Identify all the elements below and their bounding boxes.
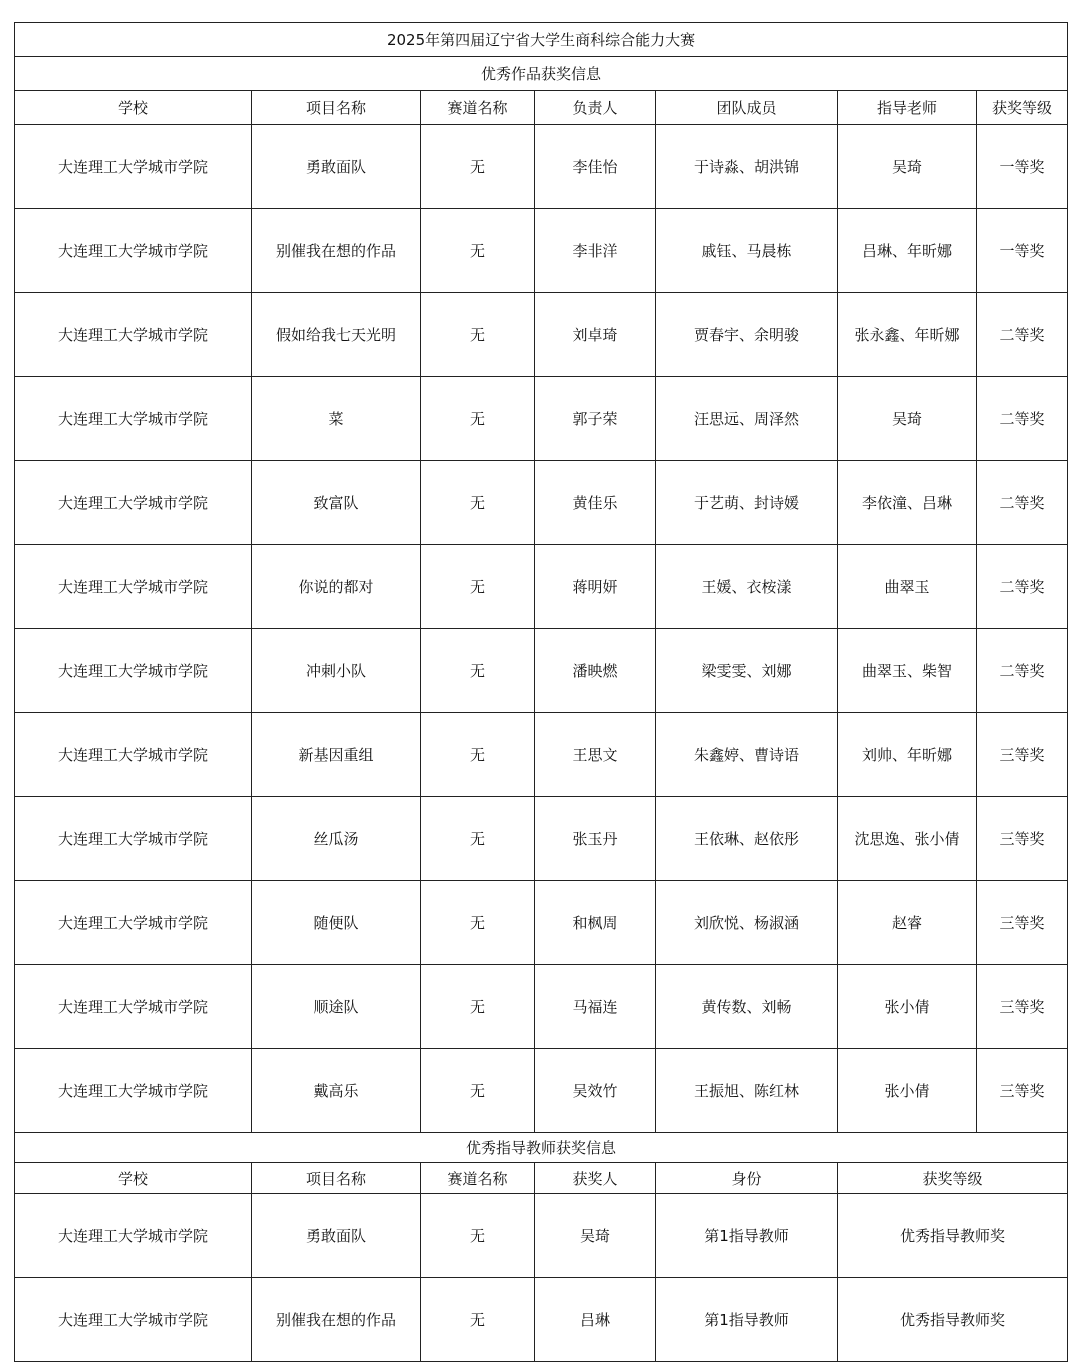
awards-table xyxy=(14,22,1068,1362)
cell-members: 于诗淼、胡洪锦 xyxy=(656,125,838,209)
cell-members: 汪思远、周泽然 xyxy=(656,377,838,461)
cell-leader: 潘映燃 xyxy=(535,629,656,713)
works-section-title: 优秀作品获奖信息 xyxy=(15,57,1068,91)
cell-school: 大连理工大学城市学院 xyxy=(15,1049,252,1133)
cell-project: 勇敢面队 xyxy=(252,125,421,209)
cell-award: 三等奖 xyxy=(977,881,1068,965)
cell-project: 戴高乐 xyxy=(252,1049,421,1133)
cell-leader: 郭子荣 xyxy=(535,377,656,461)
cell-school: 大连理工大学城市学院 xyxy=(15,881,252,965)
cell-school: 大连理工大学城市学院 xyxy=(15,461,252,545)
cell-award: 三等奖 xyxy=(977,713,1068,797)
cell-project: 别催我在想的作品 xyxy=(252,209,421,293)
works-row xyxy=(15,545,1068,629)
cell-advisor: 曲翠玉 xyxy=(838,545,977,629)
cell-award: 二等奖 xyxy=(977,545,1068,629)
cell-leader: 和枫周 xyxy=(535,881,656,965)
cell-award: 优秀指导教师奖 xyxy=(838,1278,1068,1362)
header-school: 学校 xyxy=(15,91,252,125)
works-row xyxy=(15,797,1068,881)
cell-project: 别催我在想的作品 xyxy=(252,1278,421,1362)
cell-leader: 李佳怡 xyxy=(535,125,656,209)
cell-project: 冲刺小队 xyxy=(252,629,421,713)
cell-track: 无 xyxy=(421,461,535,545)
header-project: 项目名称 xyxy=(252,91,421,125)
header-advisor: 指导老师 xyxy=(838,91,977,125)
cell-members: 戚钰、马晨栋 xyxy=(656,209,838,293)
cell-advisor: 李依潼、吕琳 xyxy=(838,461,977,545)
cell-advisor: 张永鑫、年昕娜 xyxy=(838,293,977,377)
cell-award: 二等奖 xyxy=(977,461,1068,545)
cell-award: 三等奖 xyxy=(977,797,1068,881)
cell-advisor: 张小倩 xyxy=(838,1049,977,1133)
cell-leader: 刘卓琦 xyxy=(535,293,656,377)
cell-members: 王振旭、陈红林 xyxy=(656,1049,838,1133)
table-title: 2025年第四届辽宁省大学生商科综合能力大赛 xyxy=(15,23,1068,57)
works-row xyxy=(15,293,1068,377)
cell-project: 假如给我七天光明 xyxy=(252,293,421,377)
cell-track: 无 xyxy=(421,1278,535,1362)
teachers-header-row xyxy=(15,1163,1068,1194)
cell-track: 无 xyxy=(421,629,535,713)
cell-awardee: 吕琳 xyxy=(535,1278,656,1362)
cell-members: 贾春宇、余明骏 xyxy=(656,293,838,377)
cell-project: 顺途队 xyxy=(252,965,421,1049)
header-award: 获奖等级 xyxy=(838,1163,1068,1194)
cell-project: 菜 xyxy=(252,377,421,461)
cell-track: 无 xyxy=(421,965,535,1049)
cell-members: 黄传数、刘畅 xyxy=(656,965,838,1049)
cell-school: 大连理工大学城市学院 xyxy=(15,713,252,797)
cell-leader: 蒋明妍 xyxy=(535,545,656,629)
cell-award: 一等奖 xyxy=(977,209,1068,293)
cell-awardee: 吴琦 xyxy=(535,1194,656,1278)
cell-school: 大连理工大学城市学院 xyxy=(15,629,252,713)
cell-members: 于艺萌、封诗媛 xyxy=(656,461,838,545)
cell-advisor: 吴琦 xyxy=(838,125,977,209)
cell-members: 王媛、衣桉漾 xyxy=(656,545,838,629)
works-row xyxy=(15,125,1068,209)
header-project: 项目名称 xyxy=(252,1163,421,1194)
cell-advisor: 沈思逸、张小倩 xyxy=(838,797,977,881)
cell-leader: 马福连 xyxy=(535,965,656,1049)
cell-track: 无 xyxy=(421,1049,535,1133)
cell-school: 大连理工大学城市学院 xyxy=(15,965,252,1049)
cell-advisor: 刘帅、年昕娜 xyxy=(838,713,977,797)
works-row xyxy=(15,461,1068,545)
works-row xyxy=(15,209,1068,293)
cell-members: 王依琳、赵依彤 xyxy=(656,797,838,881)
cell-leader: 黄佳乐 xyxy=(535,461,656,545)
cell-track: 无 xyxy=(421,545,535,629)
cell-leader: 张玉丹 xyxy=(535,797,656,881)
cell-advisor: 张小倩 xyxy=(838,965,977,1049)
cell-leader: 吴效竹 xyxy=(535,1049,656,1133)
header-role: 身份 xyxy=(656,1163,838,1194)
cell-school: 大连理工大学城市学院 xyxy=(15,125,252,209)
cell-track: 无 xyxy=(421,713,535,797)
teachers-row xyxy=(15,1278,1068,1362)
cell-school: 大连理工大学城市学院 xyxy=(15,797,252,881)
works-row xyxy=(15,881,1068,965)
cell-track: 无 xyxy=(421,377,535,461)
cell-track: 无 xyxy=(421,209,535,293)
cell-award: 二等奖 xyxy=(977,293,1068,377)
cell-advisor: 吴琦 xyxy=(838,377,977,461)
works-row xyxy=(15,713,1068,797)
cell-advisor: 赵睿 xyxy=(838,881,977,965)
cell-role: 第1指导教师 xyxy=(656,1194,838,1278)
cell-role: 第1指导教师 xyxy=(656,1278,838,1362)
cell-award: 一等奖 xyxy=(977,125,1068,209)
teachers-section-title: 优秀指导教师获奖信息 xyxy=(15,1133,1068,1163)
cell-award: 二等奖 xyxy=(977,629,1068,713)
cell-advisor: 吕琳、年昕娜 xyxy=(838,209,977,293)
cell-members: 朱鑫婷、曹诗语 xyxy=(656,713,838,797)
cell-award: 优秀指导教师奖 xyxy=(838,1194,1068,1278)
cell-award: 二等奖 xyxy=(977,377,1068,461)
cell-track: 无 xyxy=(421,881,535,965)
cell-track: 无 xyxy=(421,797,535,881)
header-members: 团队成员 xyxy=(656,91,838,125)
cell-award: 三等奖 xyxy=(977,1049,1068,1133)
cell-members: 梁雯雯、刘娜 xyxy=(656,629,838,713)
cell-school: 大连理工大学城市学院 xyxy=(15,209,252,293)
cell-award: 三等奖 xyxy=(977,965,1068,1049)
cell-project: 新基因重组 xyxy=(252,713,421,797)
cell-school: 大连理工大学城市学院 xyxy=(15,293,252,377)
header-track: 赛道名称 xyxy=(421,91,535,125)
cell-advisor: 曲翠玉、柴智 xyxy=(838,629,977,713)
cell-project: 勇敢面队 xyxy=(252,1194,421,1278)
cell-track: 无 xyxy=(421,293,535,377)
header-award: 获奖等级 xyxy=(977,91,1068,125)
cell-track: 无 xyxy=(421,1194,535,1278)
cell-project: 你说的都对 xyxy=(252,545,421,629)
cell-school: 大连理工大学城市学院 xyxy=(15,1278,252,1362)
header-awardee: 获奖人 xyxy=(535,1163,656,1194)
header-leader: 负责人 xyxy=(535,91,656,125)
works-row xyxy=(15,377,1068,461)
cell-school: 大连理工大学城市学院 xyxy=(15,1194,252,1278)
cell-members: 刘欣悦、杨淑涵 xyxy=(656,881,838,965)
cell-project: 随便队 xyxy=(252,881,421,965)
cell-project: 致富队 xyxy=(252,461,421,545)
cell-leader: 王思文 xyxy=(535,713,656,797)
works-row xyxy=(15,629,1068,713)
cell-track: 无 xyxy=(421,125,535,209)
cell-leader: 李非洋 xyxy=(535,209,656,293)
header-school: 学校 xyxy=(15,1163,252,1194)
works-row xyxy=(15,965,1068,1049)
works-header-row xyxy=(15,91,1068,125)
header-track: 赛道名称 xyxy=(421,1163,535,1194)
cell-school: 大连理工大学城市学院 xyxy=(15,545,252,629)
teachers-row xyxy=(15,1194,1068,1278)
cell-project: 丝瓜汤 xyxy=(252,797,421,881)
works-row xyxy=(15,1049,1068,1133)
cell-school: 大连理工大学城市学院 xyxy=(15,377,252,461)
